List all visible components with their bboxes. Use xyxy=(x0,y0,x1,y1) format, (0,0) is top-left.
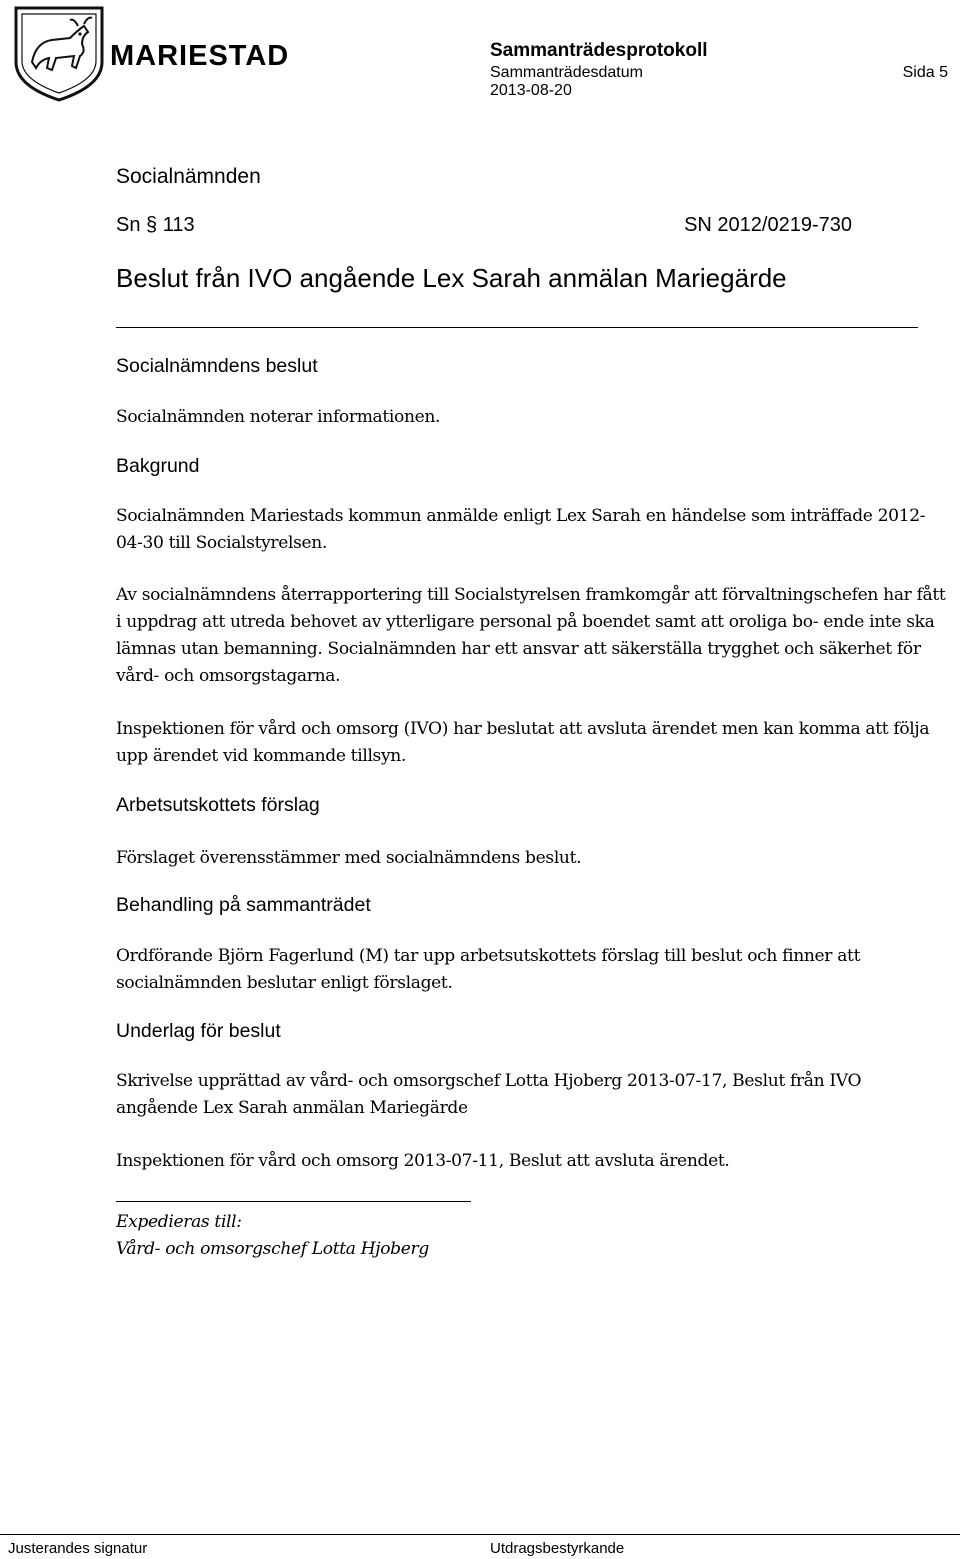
page-number: Sida 5 xyxy=(902,64,948,81)
background-paragraph-3: Inspektionen för vård och omsorg (IVO) har beslutat att avsluta ärendet men kan komma att följa upp ärendet vid kommande tillsyn. xyxy=(116,719,930,766)
background-heading: Bakgrund xyxy=(116,455,200,477)
case-number: Sn § 113 xyxy=(116,214,195,236)
signature-label: Justerandes signatur xyxy=(8,1540,148,1557)
case-reference: SN 2012/0219-730 xyxy=(684,214,852,236)
handling-text: Ordförande Björn Fagerlund (M) tar upp arbetsutskottets förslag till beslut och finner att socialnämnden beslutar enligt förslaget. xyxy=(116,946,861,993)
basis-paragraph-1: Skrivelse upprättad av vård- och omsorgschef Lotta Hjoberg 2013-07-17, Beslut från IVO angående Lex Sarah anmälan Mariegärde xyxy=(116,1071,862,1118)
background-paragraph-1: Socialnämnden Mariestads kommun anmälde enligt Lex Sarah en händelse som inträffade 2012-04-30 till Socialstyrelsen. xyxy=(116,506,926,553)
document-type: Sammanträdesprotokoll xyxy=(490,40,708,61)
dispatch-label: Expedieras till: xyxy=(116,1212,242,1232)
proposal-heading: Arbetsutskottets förslag xyxy=(116,794,320,816)
meeting-date-label: Sammanträdesdatum xyxy=(490,64,643,81)
logo-text: MARIESTAD xyxy=(110,40,290,72)
basis-paragraph-2: Inspektionen för vård och omsorg 2013-07-11, Beslut att avsluta ärendet. xyxy=(116,1151,730,1171)
dispatch-recipient: Vård- och omsorgschef Lotta Hjoberg xyxy=(116,1239,429,1259)
decision-heading: Socialnämndens beslut xyxy=(116,355,318,377)
certification-label: Utdragsbestyrkande xyxy=(490,1540,625,1557)
background-paragraph-2: Av socialnämndens återrapportering till Socialstyrelsen framkomgår att förvaltningschefen har fått i uppdrag att utreda behovet av ytterligare personal på boendet samt att oroliga bo- ende inte ska lämnas utan bemanning. Socialnämnden har ett ansvar att säkerställa trygghet och säkerhet för vård- och omsorgstagarna. xyxy=(116,585,946,686)
basis-heading: Underlag för beslut xyxy=(116,1020,281,1042)
footer-divider xyxy=(0,1534,960,1535)
title-divider xyxy=(116,327,918,328)
handling-heading: Behandling på sammanträdet xyxy=(116,894,371,916)
committee-name: Socialnämnden xyxy=(116,165,261,188)
dispatch-divider xyxy=(116,1201,471,1202)
decision-text: Socialnämnden noterar informationen. xyxy=(116,407,441,427)
page-title: Beslut från IVO angående Lex Sarah anmälan Mariegärde xyxy=(116,263,787,293)
mariestad-logo xyxy=(12,4,290,102)
proposal-text: Förslaget överensstämmer med socialnämndens beslut. xyxy=(116,848,582,868)
meeting-date: 2013-08-20 xyxy=(490,82,572,99)
